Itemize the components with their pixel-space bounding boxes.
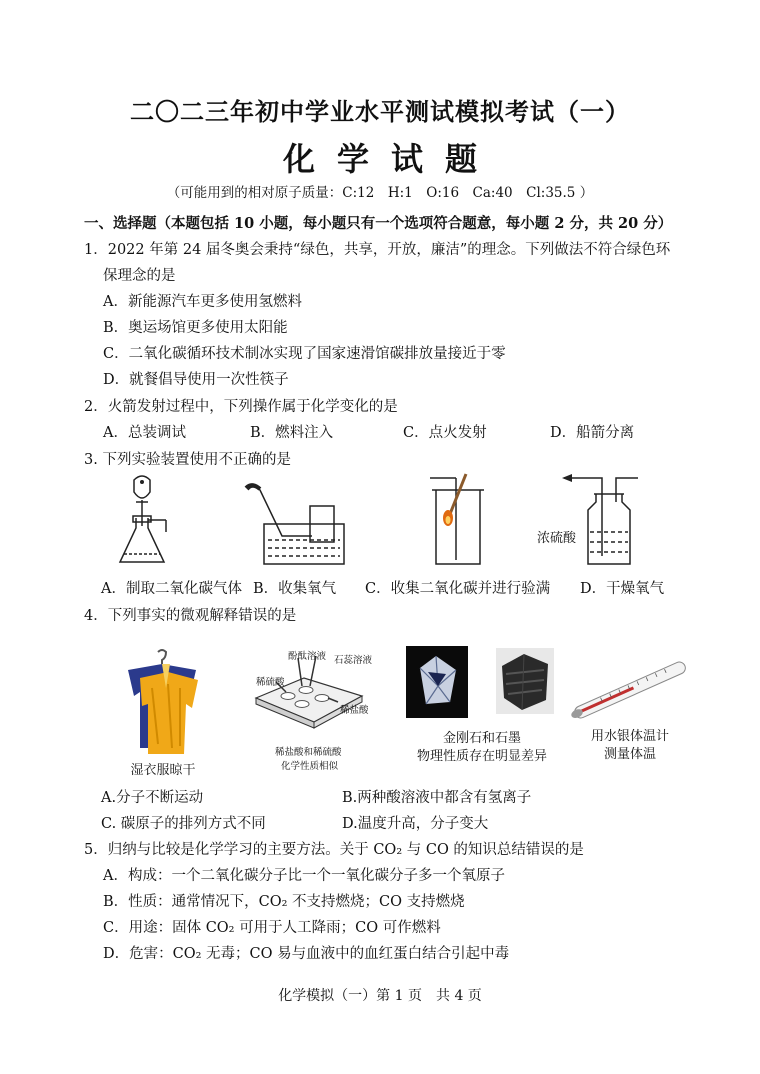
q5-option-a: A．构成：一个二氧化碳分子比一个一氧化碳分子多一个氧原子 — [103, 868, 505, 884]
thermometer-caption-line1: 用水银体温计 — [590, 729, 669, 744]
thermometer-caption-line2: 测量体温 — [603, 747, 656, 762]
wet-clothes-image — [118, 648, 208, 758]
page-footer: 化学模拟（一）第 1 页 共 4 页 — [278, 988, 482, 1004]
apparatus-a-flask — [112, 472, 172, 572]
apparatus-b-water-trough — [242, 484, 352, 570]
carbon-caption-line2: 物理性质存在明显差异 — [416, 749, 547, 764]
thermometer-image — [560, 658, 700, 722]
apparatus-c-bottle-match — [426, 470, 490, 570]
q5-option-d: D．危害：CO₂ 无毒；CO 易与血液中的血红蛋白结合引起中毒 — [103, 946, 510, 962]
q5-option-c: C．用途：固体 CO₂ 可用于人工降雨；CO 可作燃料 — [103, 920, 441, 936]
q1-option-a: A．新能源汽车更多使用氢燃料 — [103, 294, 302, 310]
q4-stem: 4．下列事实的微观解释错误的是 — [84, 608, 297, 624]
atomic-masses-note: （可能用到的相对原子质量：C:12 H:1 O:16 Ca:40 Cl:35.5 ） — [166, 185, 594, 201]
q3-option-a: A．制取二氧化碳气体 — [101, 581, 242, 597]
plate-label-litmus: 石蕊溶液 — [334, 655, 373, 666]
exam-title: 二〇二三年初中学业水平测试模拟考试（一） — [130, 97, 630, 126]
q4-option-b: B.两种酸溶液中都含有氢离子 — [342, 790, 532, 806]
plate-label-phenolphthalein: 酚酞溶液 — [288, 651, 327, 662]
q1-stem-line2: 保理念的是 — [103, 268, 176, 284]
q3-stem: 3. 下列实验装置使用不正确的是 — [84, 452, 291, 468]
q2-option-c: C．点火发射 — [403, 425, 487, 441]
plate-caption-line1: 稀盐酸和稀硫酸 — [275, 747, 342, 758]
q4-option-c: C. 碳原子的排列方式不同 — [101, 816, 266, 832]
q5-stem: 5．归纳与比较是化学学习的主要方法。关于 CO₂ 与 CO 的知识总结错误的是 — [84, 842, 584, 858]
q5-option-b: B．性质：通常情况下，CO₂ 不支持燃烧；CO 支持燃烧 — [103, 894, 465, 910]
q3-option-b: B．收集氧气 — [253, 581, 337, 597]
plate-label-sulfuric-acid: 稀硫酸 — [256, 677, 285, 688]
apparatus-d-wash-bottle — [558, 472, 642, 568]
q4-option-d: D.温度升高，分子变大 — [342, 816, 489, 832]
q2-option-a: A．总装调试 — [103, 425, 186, 441]
carbon-caption-line1: 金刚石和石墨 — [442, 731, 521, 746]
plate-caption-line2: 化学性质相似 — [281, 761, 339, 772]
q2-option-d: D．船箭分离 — [550, 425, 635, 441]
graphite-image — [496, 648, 554, 714]
q1-option-b: B．奥运场馆更多使用太阳能 — [103, 320, 288, 336]
q2-option-b: B．燃料注入 — [250, 425, 334, 441]
q1-option-c: C．二氧化碳循环技术制冰实现了国家速滑馆碳排放量接近于零 — [103, 346, 506, 362]
clothes-caption: 湿衣服晾干 — [130, 763, 196, 778]
q3-option-d: D．干燥氧气 — [580, 581, 665, 597]
q2-stem: 2．火箭发射过程中，下列操作属于化学变化的是 — [84, 399, 398, 415]
exam-subtitle: 化学试题 — [282, 140, 499, 178]
plate-label-hydrochloric-acid: 稀盐酸 — [340, 705, 369, 716]
q3-option-c: C．收集二氧化碳并进行验满 — [365, 581, 551, 597]
apparatus-d-label: 浓硫酸 — [537, 531, 577, 546]
q1-stem-line1: 1．2022 年第 24 届冬奥会秉持“绿色，共享，开放，廉洁”的理念。下列做法不符合绿色环 — [84, 242, 671, 258]
q4-option-a: A.分子不断运动 — [101, 790, 204, 806]
diamond-image — [406, 646, 468, 718]
q1-option-d: D．就餐倡导使用一次性筷子 — [103, 372, 289, 388]
section-heading: 一、选择题（本题包括 10 小题，每小题只有一个选项符合题意，每小题 2 分，共 20 分） — [84, 215, 673, 232]
